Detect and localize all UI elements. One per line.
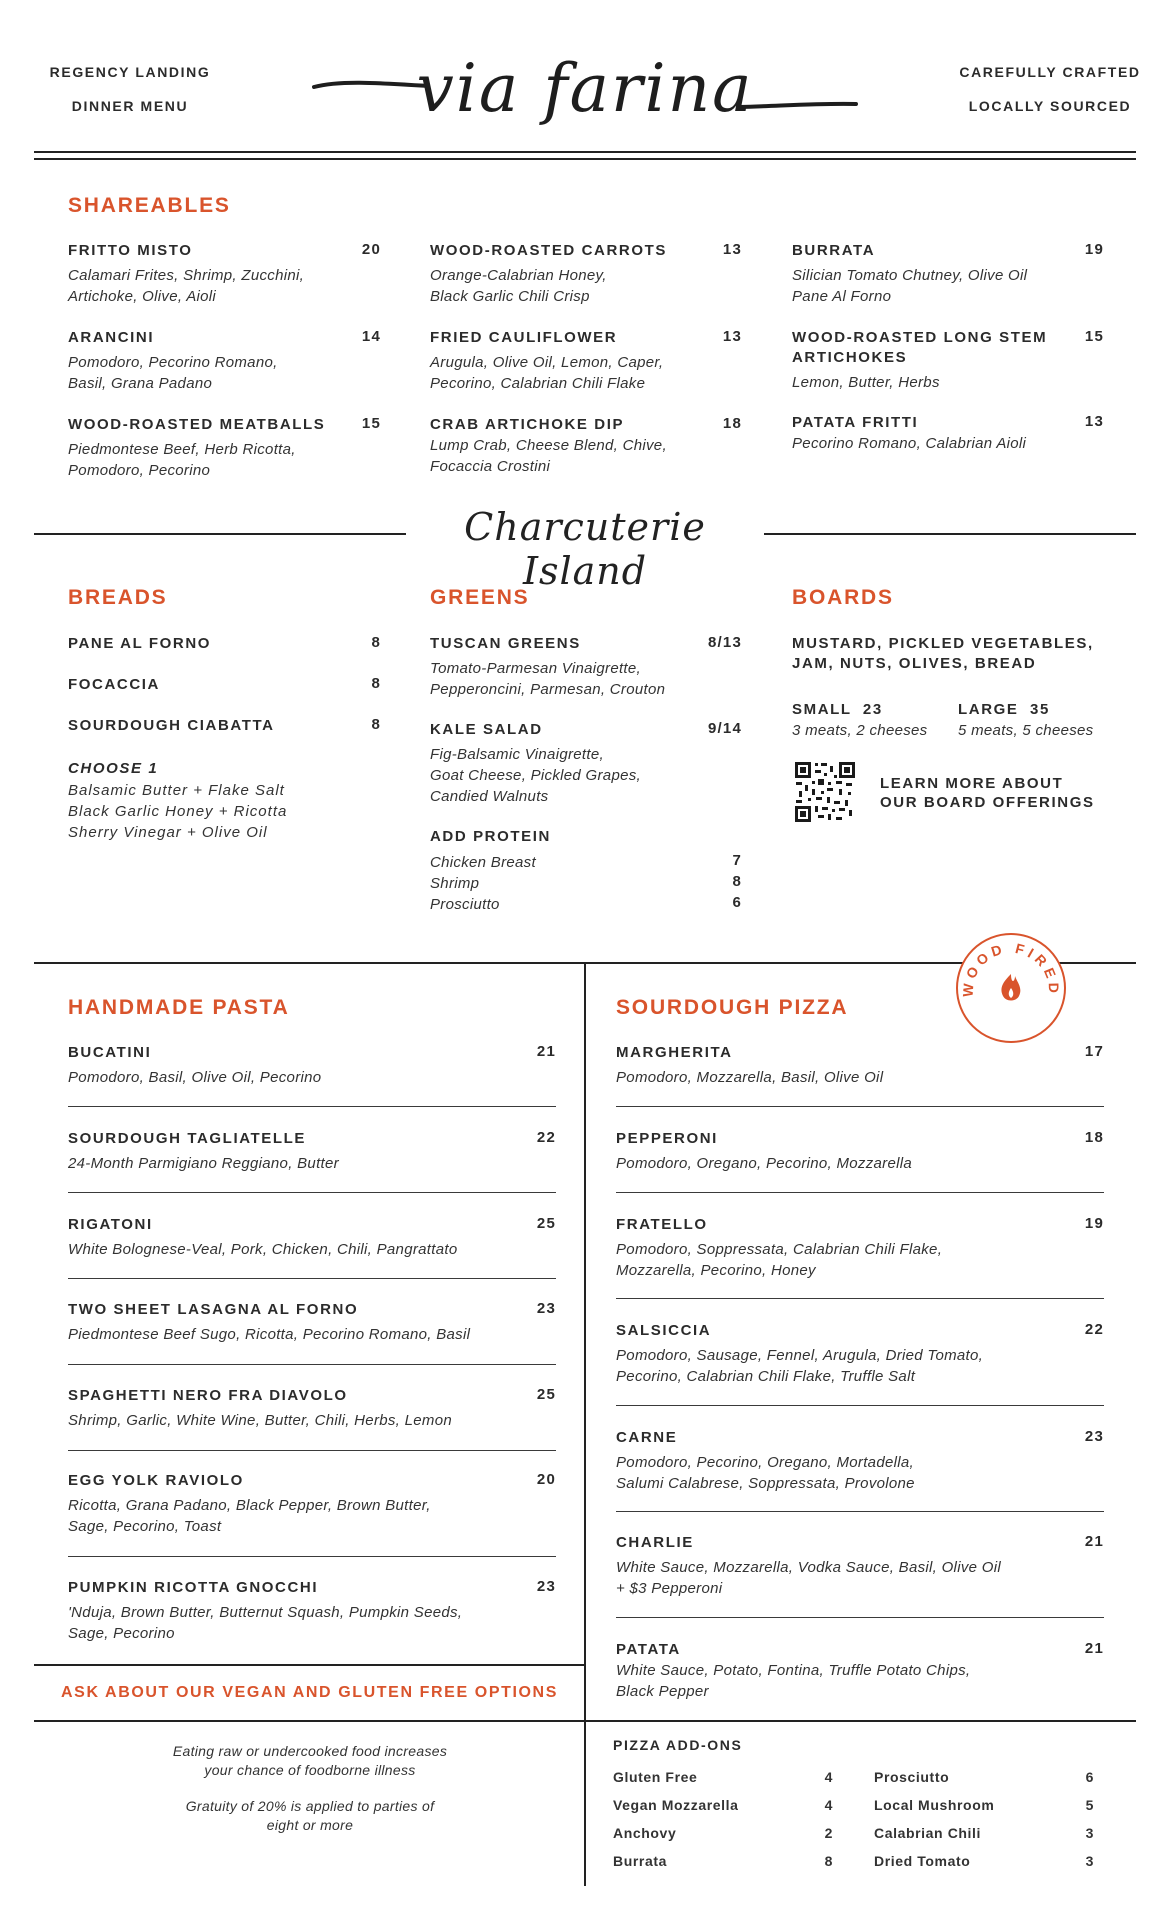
logo (310, 50, 860, 140)
addon-name: Gluten Free (613, 1769, 698, 1785)
addon-price: 5 (1085, 1797, 1094, 1813)
item-divider (616, 1298, 1104, 1299)
addon-name: Calabrian Chili (874, 1825, 982, 1841)
item-divider (68, 1450, 556, 1451)
item-description: Tomato-Parmesan Vinaigrette, Pepperoncini, Parmesan, Crouton (430, 660, 666, 698)
addon-row (613, 1769, 833, 1785)
charcuterie-rule-right (764, 533, 1136, 535)
item-name: WOOD-ROASTED CARROTS (430, 242, 667, 259)
item-name: FRATELLO (616, 1216, 708, 1233)
item-description: Shrimp, Garlic, White Wine, Butter, Chili, Herbs, Lemon (68, 1412, 452, 1429)
board-large-desc: 5 meats, 5 cheeses (958, 722, 1094, 739)
item-name: MARGHERITA (616, 1044, 733, 1061)
addon-price: 2 (824, 1825, 833, 1841)
item-description: Pomodoro, Sausage, Fennel, Arugula, Dried Tomato, Pecorino, Calabrian Chili Flake, Truffle Salt (616, 1347, 984, 1385)
item-price: 8 (371, 675, 381, 692)
item-divider (616, 1511, 1104, 1512)
logo-text: via farina (416, 50, 754, 127)
addon-row (613, 1797, 833, 1813)
item-description: Ricotta, Grana Padano, Black Pepper, Brown Butter, Sage, Pecorino, Toast (68, 1497, 431, 1535)
menu-item (430, 328, 742, 394)
item-price: 23 (536, 1578, 556, 1595)
shareables-title: SHAREABLES (68, 194, 231, 217)
addon-price: 6 (1085, 1769, 1094, 1785)
item-description: 24-Month Parmigiano Reggiano, Butter (68, 1155, 339, 1172)
addon-row (613, 1853, 833, 1869)
add-protein-title: ADD PROTEIN (430, 828, 551, 845)
menu-item (792, 413, 1104, 454)
item-divider (68, 1278, 556, 1279)
menu-item (616, 1215, 1104, 1281)
header-tagline-2: LOCALLY SOURCED (968, 98, 1132, 114)
item-description: Pecorino Romano, Calabrian Aioli (792, 435, 1027, 452)
item-name: BUCATINI (68, 1044, 152, 1061)
item-name: PATATA FRITTI (792, 414, 919, 431)
item-price: 13 (722, 241, 742, 258)
item-price: 17 (1084, 1043, 1104, 1060)
menu-item (68, 328, 381, 394)
item-description: Pomodoro, Soppressata, Calabrian Chili Flake, Mozzarella, Pecorino, Honey (616, 1241, 943, 1279)
addon-row (874, 1853, 1094, 1869)
board-small-desc: 3 meats, 2 cheeses (792, 722, 928, 739)
addon-row (613, 1825, 833, 1841)
item-description: Arugula, Olive Oil, Lemon, Caper, Pecorino, Calabrian Chili Flake (430, 354, 664, 392)
menu-item (616, 1043, 1104, 1088)
addon-price: 8 (824, 1853, 833, 1869)
item-price: 15 (1084, 328, 1104, 345)
item-name: SALSICCIA (616, 1322, 712, 1339)
addon-name: Prosciutto (874, 1769, 950, 1785)
choose-label: CHOOSE 1 (68, 760, 159, 777)
menu-item (68, 1215, 556, 1260)
item-description: Pomodoro, Pecorino, Oregano, Mortadella, Salumi Calabrese, Soppressata, Provolone (616, 1454, 915, 1492)
menu-item (792, 241, 1104, 307)
item-price: 19 (1084, 1215, 1104, 1232)
item-name: CARNE (616, 1429, 678, 1446)
item-name: FRIED CAULIFLOWER (430, 329, 618, 346)
menu-item (68, 241, 381, 307)
item-price: 19 (1084, 241, 1104, 258)
item-name: PUMPKIN RICOTTA GNOCCHI (68, 1579, 319, 1596)
menu-item (68, 1300, 556, 1345)
item-price: 18 (1084, 1129, 1104, 1146)
choose-options: Balsamic Butter + Flake Salt Black Garlic Honey + Ricotta Sherry Vinegar + Olive Oil (68, 782, 288, 841)
menu-item (616, 1533, 1104, 1599)
menu-item (68, 1129, 556, 1174)
item-description: Piedmontese Beef, Herb Ricotta, Pomodoro, Pecorino (68, 441, 296, 479)
badge-text: WOOD FIRED (959, 939, 1063, 998)
menu-item (68, 1386, 556, 1431)
header-location: REGENCY LANDING (49, 64, 211, 80)
item-name: PANE AL FORNO (68, 635, 212, 652)
item-name: ARANCINI (68, 329, 155, 346)
menu-item (68, 1043, 556, 1088)
menu-item (430, 241, 742, 307)
item-name: BURRATA (792, 242, 876, 259)
item-description: Pomodoro, Basil, Olive Oil, Pecorino (68, 1069, 322, 1086)
board-small-label: SMALL 23 (792, 701, 883, 718)
gratuity-note: Gratuity of 20% is applied to parties of eight or more (185, 1798, 435, 1833)
item-price: 21 (1084, 1533, 1104, 1550)
protein-list (430, 852, 742, 915)
header-rule-1 (34, 151, 1136, 153)
item-description: White Sauce, Mozzarella, Vodka Sauce, Basil, Olive Oil + $3 Pepperoni (616, 1559, 1001, 1597)
learn-more-link[interactable]: LEARN MORE ABOUT OUR BOARD OFFERINGS (880, 775, 1095, 811)
menu-item (68, 1578, 556, 1644)
item-name: SPAGHETTI NERO FRA DIAVOLO (68, 1387, 348, 1404)
item-name: PEPPERONI (616, 1130, 718, 1147)
item-name: SOURDOUGH CIABATTA (68, 717, 275, 734)
grid-divider-vertical (584, 962, 586, 1886)
item-price: 13 (722, 328, 742, 345)
item-name: FOCACCIA (68, 676, 160, 693)
menu-item (68, 716, 381, 736)
protein-price: 8 (732, 873, 742, 890)
addon-row (874, 1797, 1094, 1813)
item-description: Lemon, Butter, Herbs (792, 374, 940, 391)
item-description: Pomodoro, Mozzarella, Basil, Olive Oil (616, 1069, 884, 1086)
item-price: 25 (536, 1215, 556, 1232)
addon-price: 4 (824, 1769, 833, 1785)
item-name: TWO SHEET LASAGNA AL FORNO (68, 1301, 359, 1318)
item-description: Piedmontese Beef Sugo, Ricotta, Pecorino Romano, Basil (68, 1326, 471, 1343)
menu-item (616, 1640, 1104, 1702)
item-description: White Bolognese-Veal, Pork, Chicken, Chili, Pangrattato (68, 1241, 458, 1258)
item-name: FRITTO MISTO (68, 242, 193, 259)
item-price: 13 (1084, 413, 1104, 430)
item-divider (616, 1617, 1104, 1618)
item-name: CRAB ARTICHOKE DIP (430, 416, 625, 433)
item-name: CHARLIE (616, 1534, 694, 1551)
item-price: 8 (371, 716, 381, 733)
item-price: 23 (536, 1300, 556, 1317)
item-price: 22 (536, 1129, 556, 1146)
pizza-title: SOURDOUGH PIZZA (616, 996, 849, 1019)
item-price: 20 (536, 1471, 556, 1488)
menu-item (616, 1129, 1104, 1174)
item-name: TUSCAN GREENS (430, 635, 581, 652)
boards-description: MUSTARD, PICKLED VEGETABLES, JAM, NUTS, OLIVES, BREAD (792, 635, 1094, 672)
item-description: Silician Tomato Chutney, Olive Oil Pane Al Forno (792, 267, 1028, 305)
protein-price: 7 (732, 852, 742, 869)
item-description: Pomodoro, Oregano, Pecorino, Mozzarella (616, 1155, 913, 1172)
addon-name: Burrata (613, 1853, 667, 1869)
protein-row (430, 873, 742, 894)
item-name: RIGATONI (68, 1216, 153, 1233)
item-divider (68, 1106, 556, 1107)
greens-title: GREENS (430, 586, 530, 609)
protein-name: Chicken Breast (430, 854, 536, 871)
item-name: WOOD-ROASTED LONG STEM ARTICHOKES (792, 329, 1048, 366)
header-menu-type: DINNER MENU (71, 98, 189, 114)
item-name: SOURDOUGH TAGLIATELLE (68, 1130, 307, 1147)
item-description: 'Nduja, Brown Butter, Butternut Squash, Pumpkin Seeds, Sage, Pecorino (68, 1604, 463, 1642)
item-price: 8/13 (708, 634, 742, 651)
addon-name: Local Mushroom (874, 1797, 995, 1813)
item-description: Calamari Frites, Shrimp, Zucchini, Artichoke, Olive, Aioli (68, 267, 305, 305)
menu-item (68, 1471, 556, 1537)
header-tagline-1: CAREFULLY CRAFTED (959, 64, 1141, 80)
item-name: KALE SALAD (430, 721, 543, 738)
addon-price: 3 (1085, 1825, 1094, 1841)
protein-name: Prosciutto (430, 896, 500, 913)
addon-price: 4 (824, 1797, 833, 1813)
charcuterie-rule-left (34, 533, 406, 535)
item-divider (68, 1192, 556, 1193)
menu-item (68, 675, 381, 695)
addon-name: Vegan Mozzarella (613, 1797, 739, 1813)
vegan-gluten-note: ASK ABOUT OUR VEGAN AND GLUTEN FREE OPTIONS (61, 1684, 558, 1701)
addon-row (874, 1825, 1094, 1841)
protein-row (430, 894, 742, 915)
menu-item (430, 720, 742, 807)
item-price: 8 (371, 634, 381, 651)
addon-row (874, 1769, 1094, 1785)
item-name: PATATA (616, 1641, 681, 1658)
item-divider (616, 1192, 1104, 1193)
menu-item (792, 328, 1104, 393)
vegan-rule (34, 1664, 585, 1666)
grid-rule-bottom (34, 1720, 1136, 1722)
item-price: 15 (361, 415, 381, 432)
item-description: White Sauce, Potato, Fontina, Truffle Potato Chips, Black Pepper (616, 1662, 971, 1700)
item-name: EGG YOLK RAVIOLO (68, 1472, 244, 1489)
raw-food-warning: Eating raw or undercooked food increases your chance of foodborne illness (172, 1743, 448, 1778)
addon-name: Anchovy (613, 1825, 677, 1841)
item-price: 18 (722, 415, 742, 432)
item-price: 14 (361, 328, 381, 345)
menu-item (68, 634, 381, 654)
protein-price: 6 (732, 894, 742, 911)
item-price: 25 (536, 1386, 556, 1403)
item-name: WOOD-ROASTED MEATBALLS (68, 416, 326, 433)
menu-item (430, 415, 742, 477)
item-description: Orange-Calabrian Honey, Black Garlic Chili Crisp (430, 267, 607, 305)
item-price: 22 (1084, 1321, 1104, 1338)
breads-title: BREADS (68, 586, 168, 609)
protein-row (430, 852, 742, 873)
qr-code[interactable] (794, 761, 856, 823)
wood-fired-badge (953, 930, 1069, 1046)
addon-price: 3 (1085, 1853, 1094, 1869)
item-divider (68, 1556, 556, 1557)
item-description: Pomodoro, Pecorino Romano, Basil, Grana Padano (68, 354, 278, 392)
item-price: 21 (536, 1043, 556, 1060)
item-description: Fig-Balsamic Vinaigrette, Goat Cheese, Pickled Grapes, Candied Walnuts (430, 746, 642, 805)
item-description: Lump Crab, Cheese Blend, Chive, Focaccia Crostini (430, 437, 667, 475)
protein-name: Shrimp (430, 875, 480, 892)
item-divider (68, 1364, 556, 1365)
item-price: 9/14 (708, 720, 742, 737)
addons-title: PIZZA ADD-ONS (613, 1737, 743, 1753)
item-price: 20 (361, 241, 381, 258)
addon-name: Dried Tomato (874, 1853, 971, 1869)
pasta-title: HANDMADE PASTA (68, 996, 290, 1019)
header-rule-2 (34, 158, 1136, 160)
boards-title: BOARDS (792, 586, 894, 609)
item-divider (616, 1405, 1104, 1406)
item-divider (616, 1106, 1104, 1107)
menu-item (616, 1428, 1104, 1494)
item-price: 21 (1084, 1640, 1104, 1657)
menu-item (68, 415, 381, 481)
menu-item (430, 634, 742, 700)
menu-item (616, 1321, 1104, 1387)
item-price: 23 (1084, 1428, 1104, 1445)
board-large-label: LARGE 35 (958, 701, 1050, 718)
charcuterie-title: Charcuterie Island (464, 505, 706, 593)
